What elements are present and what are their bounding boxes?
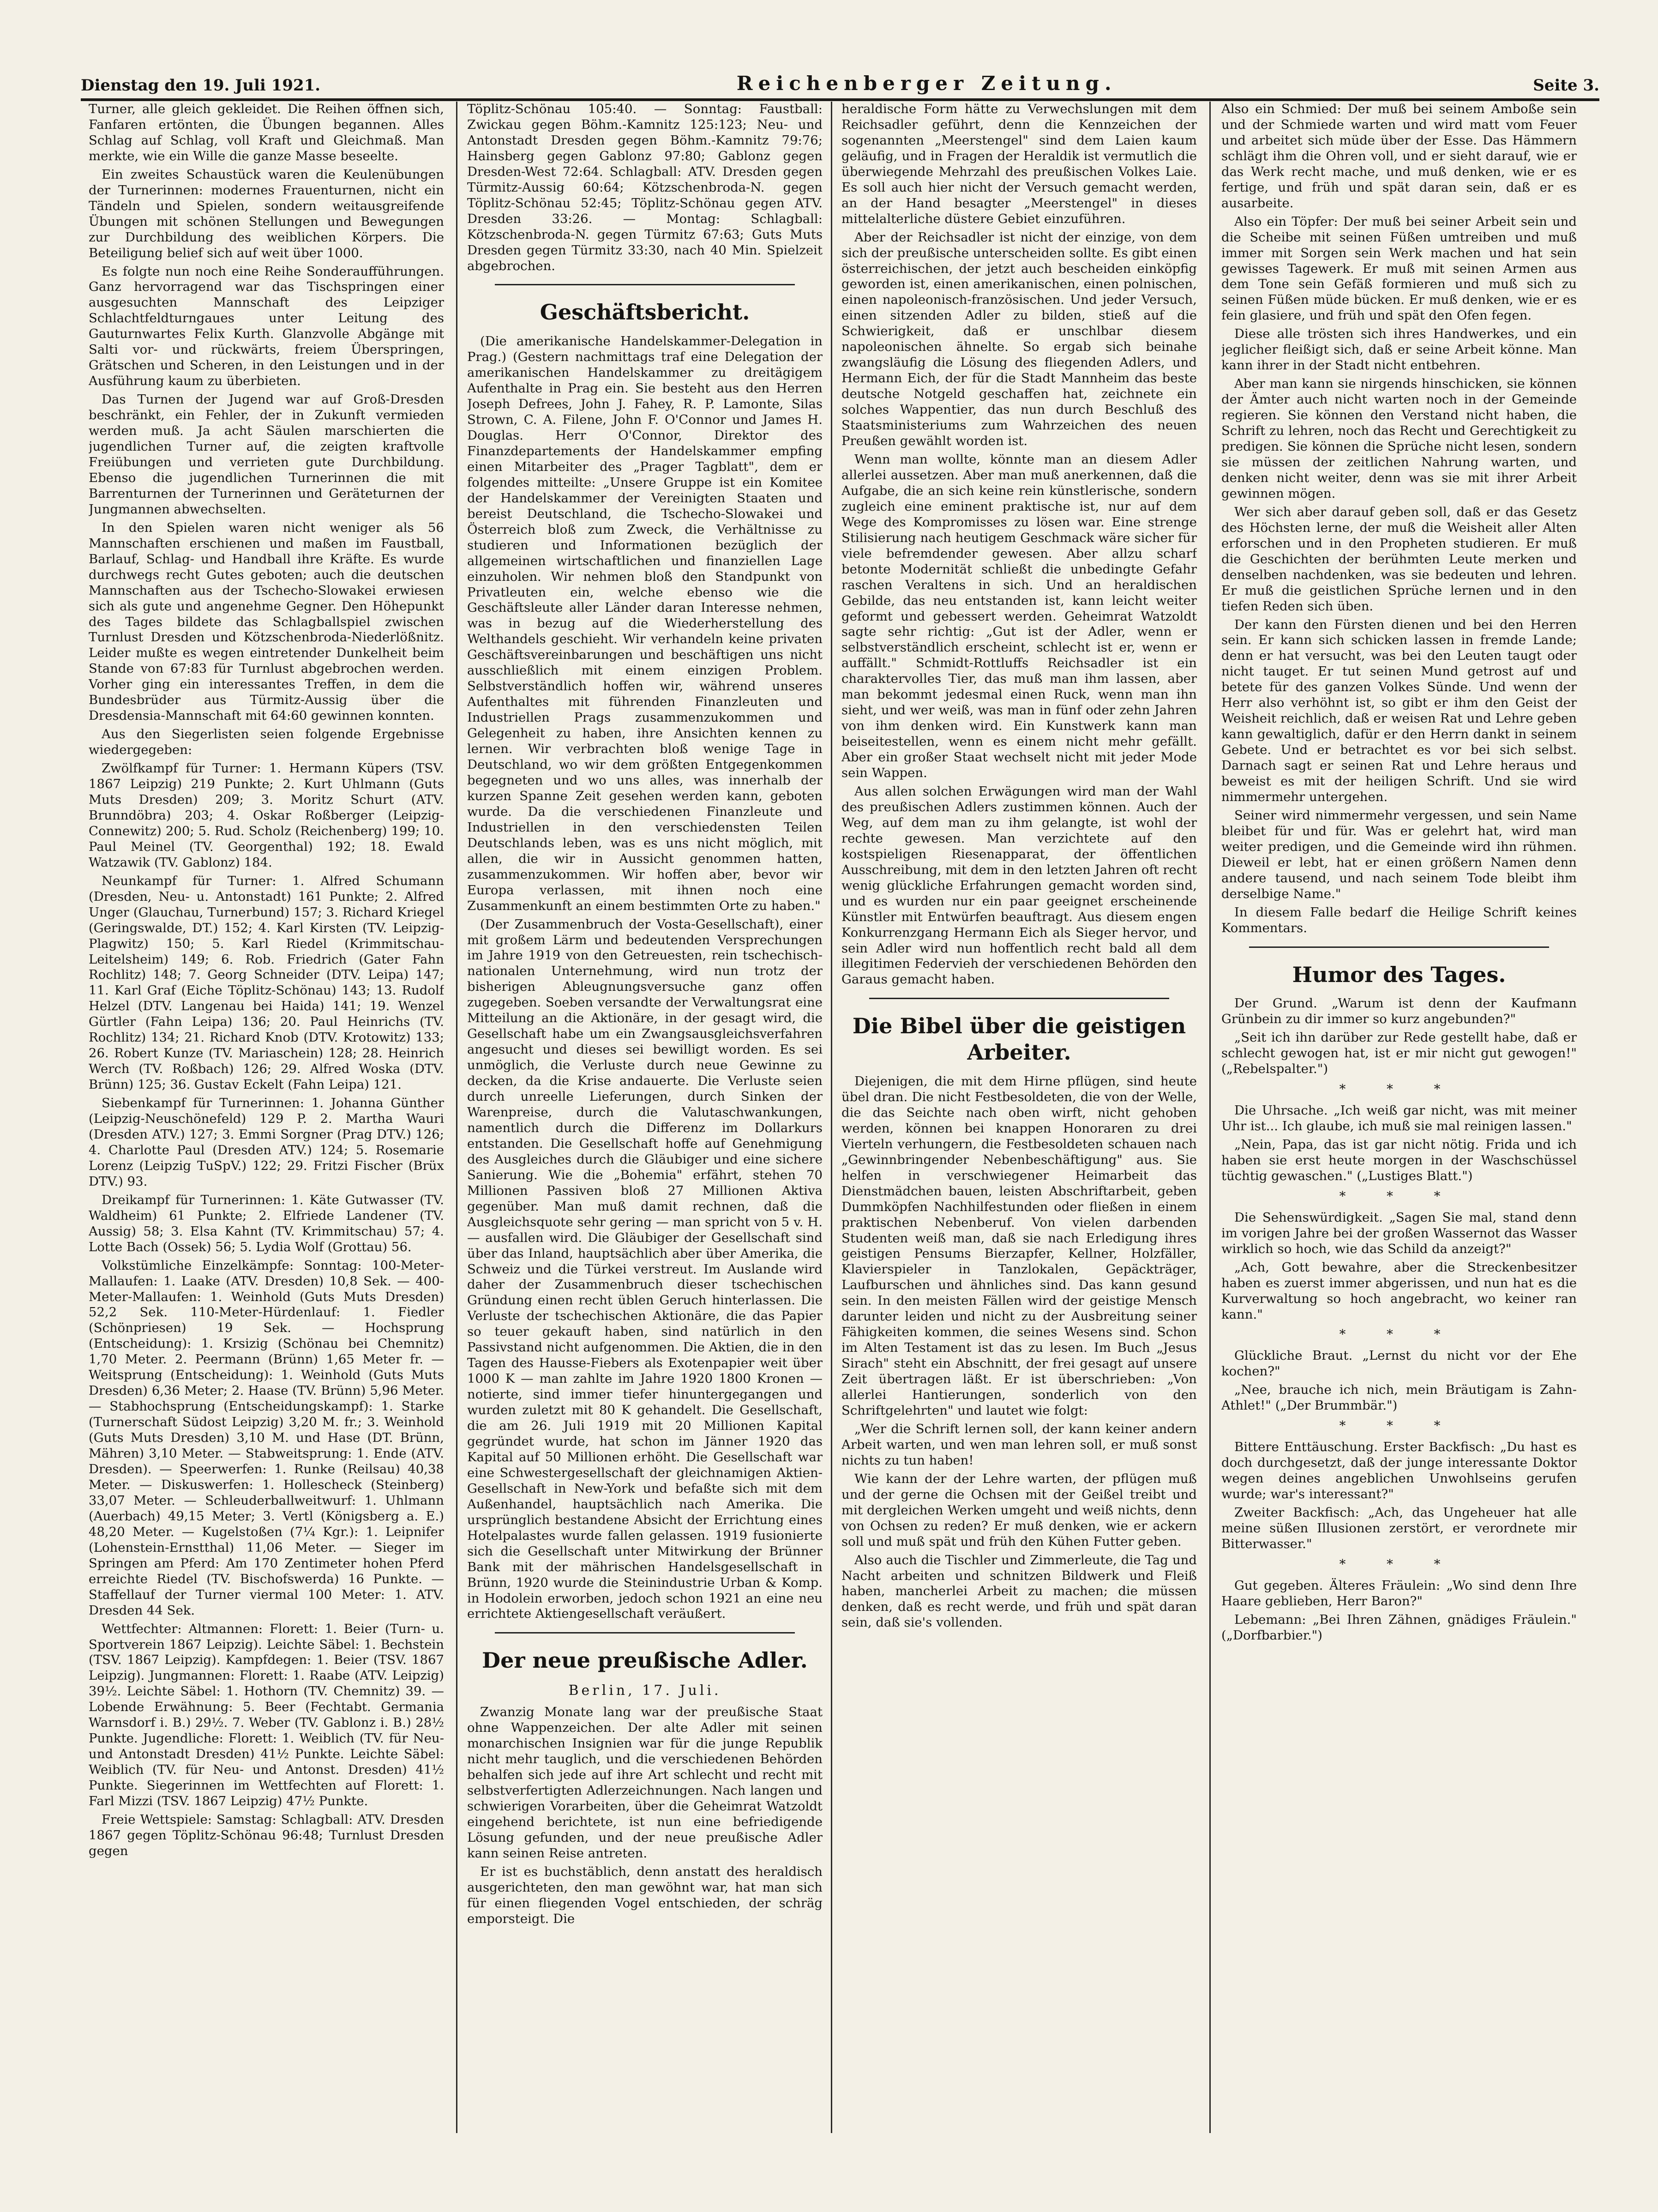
joke: Die Uhrsache. „Ich weiß gar nicht, was mit meiner Uhr ist... Ich glaube, ich muß sie mal reinigen lassen."	[1221, 1103, 1577, 1134]
separator-stars: * * *	[1339, 1418, 1459, 1434]
paragraph: Zwanzig Monate lang war der preußische Staat ohne Wappenzeichen. Der alte Adler mit seinen monarchischen Insignien war für die junge Republik nicht mehr tauglich, und die verschiedenen Behörden behalfen sich jede auf ihre Art schlecht und recht mit selbstverfertigten Adlerzeichnungen. Nach langen und schwierigen Vorarbeiten, über die Geheimrat Watzoldt eingehend berichtete, ist nun eine befriedigende Lösung gefunden, und der neue preußische Adler kann seinen Reise antreten.	[467, 1705, 823, 1861]
paragraph: Turner, alle gleich gekleidet. Die Reihen öffnen sich, Fanfaren ertönten, die Übungen begannen. Alles Schlag auf Schlag, voll Kraft und Gleichmaß. Man merkte, wie ein Wille die ganze Masse beseelte.	[89, 102, 444, 163]
paragraph: Töplitz-Schönau 105:40. — Sonntag: Faustball: Zwickau gegen Böhm.-Kamnitz 125:123; Neu- und Antonstadt Dresden gegen Böhm.-Kamnitz 79:76; Hainsberg gegen Gablonz 97:80; Gablonz gegen Dresden-West 72:64. Schlagball: ATV. Dresden gegen Türmitz-Aussig 60:64; Kötzschenbroda-N. gegen Töplitz-Schönau 52:45; Töplitz-Schönau gegen ATV. Dresden 33:26. — Montag: Schlagball: Kötzschenbroda-N. gegen Türmitz 67:63; Guts Muts Dresden gegen Türmitz 33:30, nach 40 Min. Spielzeit abgebrochen.	[467, 102, 823, 273]
section-rule	[1249, 946, 1549, 948]
joke: Glückliche Braut. „Lernst du nicht vor der Ehe kochen?"	[1221, 1348, 1577, 1379]
joke: Bittere Enttäuschung. Erster Backfisch: „Du hast es doch durchgesetzt, daß der junge interessante Doktor wegen deines angeblichen Unwohlseins gerufen wurde; war's interessant?"	[1221, 1440, 1577, 1502]
paragraph: Wer sich aber darauf geben soll, daß er das Gesetz des Höchsten lerne, der muß die Weisheit aller Alten erforschen und in den Propheten studieren. Er muß die Geschichten der berühmten Leute merken und denselben nachdenken, was sie bedeuten und lehren. Er muß die geistlichen Sprüche lernen und in den tiefen Reden sich üben.	[1221, 504, 1577, 614]
column-3	[841, 102, 1197, 2142]
section-rule	[495, 1632, 795, 1633]
paragraph: Wenn man wollte, könnte man an diesem Adler allerlei aussetzen. Aber man muß anerkennen, daß die Aufgabe, die an sich keine rein künstlerische, sondern zugleich eine eminent praktische ist, nur auf dem Wege des Kompromisses zu lösen war. Eine strenge Stilisierung nach heutigem Geschmack wäre sicher für viele befremdender gewesen. Aber allzu scharf betonte Modernität schließt die unbedingte Gefahr raschen Veraltens in sich. Und an heraldischen Gebilde, das neu entstanden ist, kann leicht weiter geformt und gebessert werden. Geheimrat Watzoldt sagte sehr richtig: „Gut ist der Adler, wenn er selbstverständlich erscheint, schlecht ist er, wenn er auffällt." Schmidt-Rottluffs Reichsadler ist ein charaktervolles Tier, das muß man ihm lassen, aber man bekommt jedesmal einen Ruck, wenn man ihn sieht, und wer weiß, was man in fünf oder zehn Jahren von ihm denken wird. Ein Kunstwerk kann man beiseitestellen, wenn es einem nicht mehr gefällt. Aber ein großer Staat wechselt nicht mit jeder Mode sein Wappen.	[841, 452, 1197, 781]
separator-stars: * * *	[1339, 1082, 1459, 1097]
paragraph: In den Spielen waren nicht weniger als 56 Mannschaften erschienen und maßen im Faustball, Barlauf, Schlag- und Handball ihre Kräfte. Es wurde durchwegs recht Gutes geboten; auch die deutschen Mannschaften aus der Tschecho-Slowakei erwiesen sich als gute und angenehme Gegner. Den Höhepunkt des Tages bildete das Schlagballspiel zwischen Turnlust Dresden und Kötzschenbroda-Niederlößnitz. Leider mußte es wegen eintretender Dunkelheit beim Stande von 67:83 für Turnlust abgebrochen werden. Vorher ging ein interessantes Treffen, in dem die Bundesbrüder aus Türmitz-Aussig über die Dresdensia-Mannschaft mit 64:60 gewinnen konnten.	[89, 520, 444, 723]
paragraph: Seiner wird nimmermehr vergessen, und sein Name bleibet für und für. Was er gelehrt hat, wird man weiter predigen, und die Gemeinde wird ihn rühmen. Dieweil er lebt, hat er einen größern Namen denn andere tausend, und nach seinem Tode bleibt ihm derselbige Name."	[1221, 808, 1577, 901]
paragraph: „Wer die Schrift lernen soll, der kann keiner andern Arbeit warten, und wen man lehren soll, er muß sonst nichts zu tun haben!	[841, 1421, 1197, 1468]
paragraph: In diesem Falle bedarf die Heilige Schrift keines Kommentars.	[1221, 904, 1577, 935]
paragraph: Also ein Schmied: Der muß bei seinem Amboße sein und der Schmiede warten und wird matt vom Feuer und arbeitet sich müde über der Esse. Das Hämmern schlägt ihm die Ohren voll, und er sieht darauf, wie er das Werk recht mache, und muß denken, wie er es fertige, und früh und spät daran sein, daß er es ausarbeite.	[1221, 102, 1577, 211]
joke: Die Sehenswürdigkeit. „Sagen Sie mal, stand denn im vorigen Jahre bei der großen Wassernot das Wasser wirklich so hoch, wie das Schild da anzeigt?"	[1221, 1210, 1577, 1256]
paragraph: (Die amerikanische Handelskammer-Delegation in Prag.) (Gestern nachmittags traf eine Delegation der amerikanischen Handelskammer zu dreitägigem Aufenthalte in Prag ein. Sie besteht aus den Herren Joseph Defrees, John J. Fahey, R. P. Lamonte, Silas Strown, C. A. Filene, John F. O'Connor und James H. Douglas. Herr O'Connor, Direktor des Finanzdepartements der Handelskammer empfing einen Mitarbeiter des „Prager Tagblatt", dem er folgendes mitteilte: „Unsere Gruppe ist ein Komitee der Handelskammer der Vereinigten Staaten und bereist Deutschland, die Tschecho-Slowakei und Österreich bloß zum Zweck, die Verhältnisse zu studieren und Informationen bezüglich der allgemeinen wirtschaftlichen und finanziellen Lage einzuholen. Wir nehmen bloß den Standpunkt von Privatleuten ein, welche ebenso wie die Geschäftsleute aller Länder daran Interesse nehmen, was in bezug auf die Wiederherstellung des Welthandels geschieht. Wir verhandeln keine privaten Geschäftsvereinbarungen und beschäftigen uns nicht ausschließlich mit einem einzigen Problem. Selbstverständlich hoffen wir, während unseres Aufenthaltes mit führenden Finanzleuten und Industriellen Prags zusammenzukommen und Gelegenheit zu haben, ihre Ansichten kennen zu lernen. Wir verbrachten bloß wenige Tage in Deutschland, wo wir dem größten Entgegenkommen begegneten und wo uns alles, was innerhalb der kurzen Spanne Zeit gesehen werden kann, geboten wurde. Da die verschiedenen Finanzleute und Industriellen in den verschiedensten Teilen Deutschlands leben, was es uns nicht möglich, mit allen, die wir in Aussicht genommen hatten, zusammenzukommen. Wir hoffen aber, bevor wir Europa verlassen, mit ihnen noch eine Zusammenkunft an einem bestimmten Orte zu haben."	[467, 334, 823, 913]
paragraph: Der kann den Fürsten dienen und bei den Herren sein. Er kann sich schicken lassen in fremde Lande; denn er hat versucht, was bei den Leuten taugt oder nicht tauget. Er tut seinen Mund getrost auf und betete für des ganzen Volkes Sünde. Und wenn der Herr also verhöhnt ist, so gibt er ihm den Geist der Weisheit reichlich, daß er weisen Rat und Lehre geben kann gewaltiglich, dafür er den Herrn dankt in seinem Gebete. Und er betrachtet es vor bei sich selbst. Darnach sagt er seinen Rat und Lehre heraus und beweist es mit der heiligen Schrift. Und sie wird nimmermehr untergehen.	[1221, 617, 1577, 804]
section-heading: Humor des Tages.	[1292, 962, 1506, 987]
paragraph: Das Turnen der Jugend war auf Groß-Dresden beschränkt, ein Fehler, der in Zukunft vermieden werden muß. Ja acht Säulen marschierten die jugendlichen Turner auf, die zeigten kraftvolle Freiübungen und verrieten gute Durchbildung. Ebenso die jugendlichen Turnerinnen die mit Barrenturnen der Turnerinnen und Geräteturnen der Jungmannen abwechselten.	[89, 392, 444, 517]
column-divider	[1209, 102, 1211, 2133]
results-paragraph: Volkstümliche Einzelkämpfe: Sonntag: 100-Meter-Mallaufen: 1. Laake (ATV. Dresden) 10,8 Sek. — 400-Meter-Mallaufen: 1. Weinhold (Guts Muts Dresden) 52,2 Sek. 110-Meter-Hürdenlauf: 1. Fiedler (Schönpriesen) 19 Sek. — Hochsprung (Entscheidung): 1. Krsizig (Schönau bei Chemnitz) 1,70 Meter. 2. Peermann (Brünn) 1,65 Meter fr. — Weitsprung (Entscheidung): 1. Weinhold (Guts Muts Dresden) 6,36 Meter; 2. Haase (TV. Brünn) 5,96 Meter. — Stabhochsprung (Entscheidungskampf): 1. Starke (Turnerschaft Südost Leipzig) 3,20 M. fr.; 3. Weinhold (Guts Muts Dresden) 3,10 M. und Hase (DT. Brünn, Mähren) 3,10 Meter. — Stabweitsprung: 1. Ende (ATV. Dresden). — Speerwerfen: 1. Runke (Reilsau) 40,38 Meter. — Diskuswerfen: 1. Hollescheck (Steinberg) 33,07 Meter. — Schleuderballweitwurf: 1. Uhlmann (Auerbach) 49,15 Meter; 3. Vertl (Königsberg a. E.) 48,20 Meter. — Kugelstoßen (7¼ Kgr.): 1. Leipnifer (Lohenstein-Ernstthal) 11,06 Meter. — Sieger im Springen am Pferd: Am 170 Zentimeter hohen Pferd erreichte Riedel (TV. Bischofswerda) 16 Punkte. — Staffellauf der Turner viermal 100 Meter: 1. ATV. Dresden 44 Sek.	[89, 1258, 444, 1618]
joke: Zweiter Backfisch: „Ach, das Ungeheuer hat alle meine süßen Illusionen zerstört, er verordnete mir Bitterwasser."	[1221, 1505, 1577, 1551]
paragraph: Wie kann der der Lehre warten, der pflügen muß und der gerne die Ochsen mit der Geißel treibt und mit dergleichen Werken umgeht und weiß nichts, denn von Ochsen zu reden? Er muß denken, wie er ackern soll und muß spät und früh den Kühen Futter geben.	[841, 1471, 1197, 1549]
paragraph: Aber man kann sie nirgends hinschicken, sie können der Ämter auch nicht warten noch in der Gemeinde regieren. Sie können den Verstand nicht haben, die Schrift zu lehren, noch das Recht und Gerechtigkeit zu predigen. Sie können die Sprüche nicht lesen, sondern sie müssen der zeitlichen Nahrung warten, und denken nicht weiter, denn was sie mit ihrer Arbeit gewinnen mögen.	[1221, 376, 1577, 501]
section-heading: Die Bibel über die geistigen Arbeiter.	[852, 1013, 1186, 1065]
results-paragraph: Zwölfkampf für Turner: 1. Hermann Küpers (TSV. 1867 Leipzig) 219 Punkte; 2. Kurt Uhlmann (Guts Muts Dresden) 209; 3. Moritz Schurt (ATV. Brunndöbra) 203; 4. Oskar Roßberger (Leipzig-Connewitz) 200; 5. Rud. Scholz (Reichenberg) 199; 10. Paul Meinel (TV. Georgenthal) 192; 18. Ewald Watzawik (TV. Gablonz) 184.	[89, 761, 444, 870]
paragraph: Ein zweites Schaustück waren die Keulenübungen der Turnerinnen: modernes Frauenturnen, nicht ein Tändeln und Spielen, sondern weitausgreifende Übungen mit schönen Stellungen und Bewegungen zur Durchbildung des weiblichen Körpers. Die Beteiligung belief sich auf weit über 1000.	[89, 167, 444, 260]
section-rule	[869, 998, 1169, 999]
column-divider	[456, 102, 457, 2133]
results-paragraph: Neunkampf für Turner: 1. Alfred Schumann (Dresden, Neu- u. Antonstadt) 161 Punkte; 2. Alfred Unger (Glauchau, Turnerbund) 157; 3. Richard Kriegel (Geringswalde, DT.) 152; 4. Karl Kirsten (TV. Leipzig-Plagwitz) 150; 5. Karl Riedel (Krimmitschau-Leitelsheim) 149; 6. Rob. Friedrich (Gater Fahn Rochlitz) 148; 7. Georg Schneider (DTV. Leipa) 147; 11. Karl Graf (Eiche Töplitz-Schönau) 143; 13. Rudolf Helzel (DTV. Langenau bei Haida) 141; 19. Wenzel Gürtler (Fahn Leipa) 136; 20. Paul Heinrichs (TV. Rochlitz) 134; 21. Richard Knob (DTV. Krotowitz) 133; 26. Robert Kunze (TV. Mariaschein) 128; 28. Heinrich Werch (TV. Roßbach) 126; 29. Alfred Woska (DTV. Brünn) 125; 36. Gustav Eckelt (Fahn Leipa) 121.	[89, 873, 444, 1092]
column-divider	[831, 102, 832, 2133]
column-4	[1221, 102, 1577, 2142]
paragraph: Er ist es buchstäblich, denn anstatt des heraldisch ausgerichteten, den man gewöhnt war, hat man sich für einen fliegenden Vogel entschieden, der schräg emporsteigt. Die	[467, 1864, 823, 1926]
results-paragraph: Dreikampf für Turnerinnen: 1. Käte Gutwasser (TV. Waldheim) 61 Punkte; 2. Elfriede Landener (TV. Aussig) 58; 3. Elsa Kahnt (TV. Krimmitschau) 57; 4. Lotte Bach (Ossek) 56; 5. Lydia Wolf (Grottau) 56.	[89, 1192, 444, 1254]
separator-stars: * * *	[1339, 1556, 1459, 1572]
joke: „Ach, Gott bewahre, aber die Streckenbesitzer haben es zuerst immer abgerissen, und nun hat es die Kurverwaltung so hoch angebracht, wo keiner ran kann."	[1221, 1260, 1577, 1322]
column-2	[467, 102, 823, 2142]
paragraph: Also ein Töpfer: Der muß bei seiner Arbeit sein und die Scheibe mit seinen Füßen umtreiben und muß immer mit Sorgen sein Werk machen und hat sein gewisses Tagewerk. Er muß mit seinen Armen aus dem Tone sein Gefäß formieren und muß sich zu seinen Füßen müde bücken. Er muß denken, wie er es fein glasiere, und früh und spät den Ofen fegen.	[1221, 214, 1577, 323]
section-rule	[495, 284, 795, 285]
masthead: Reichenberger Zeitung.	[736, 72, 1117, 95]
joke: Gut gegeben. Älteres Fräulein: „Wo sind denn Ihre Haare geblieben, Herr Baron?"	[1221, 1578, 1577, 1609]
results-paragraph: Siebenkampf für Turnerinnen: 1. Johanna Günther (Leipzig-Neuschönefeld) 129 P. 2. Martha Wauri (Dresden ATV.) 127; 3. Emmi Sorgner (Prag DTV.) 126; 4. Charlotte Paul (Dresden ATV.) 124; 5. Rosemarie Lorenz (Leipzig TuSpV.) 122; 29. Fritzi Fischer (Brüx DTV.) 93.	[89, 1096, 444, 1189]
results-paragraph: Wettfechter: Altmannen: Florett: 1. Beier (Turn- u. Sportverein 1867 Leipzig). Leichte Säbel: 1. Bechstein (TSV. 1867 Leipzig). Kampfdegen: 1. Beier (TSV. 1867 Leipzig). Jungmannen: Florett: 1. Raabe (ATV. Leipzig) 39½. Leichte Säbel: 1. Hothorn (TV. Chemnitz) 39. — Lobende Erwähnung: 5. Beer (Fechtabt. Germania Warnsdorf i. B.) 29½. 7. Weber (TV. Gablonz i. B.) 28½ Punkte. Jugendliche: Florett: 1. Weiblich (TV. für Neu- und Antonstadt Dresden) 41½ Punkte. Leichte Säbel: Weiblich (TV. für Neu- und Antonst. Dresden) 41½ Punkte. Siegerinnen im Wettfechten auf Florett: 1. Farl Mizzi (TSV. 1867 Leipzig) 47½ Punkte.	[89, 1621, 444, 1809]
joke: „Seit ich ihn darüber zur Rede gestellt habe, daß er schlecht gewogen hat, ist er mir nicht gut gewogen!" („Rebelspalter.")	[1221, 1030, 1577, 1077]
paragraph: (Der Zusammenbruch der Vosta-Gesellschaft), einer mit großem Lärm und bedeutenden Versprechungen im Jahre 1919 von den Getreuesten, rein tschechisch-nationalen Unternehmung, wird nun trotz der bisherigen Ableugnungsversuche ganz offen zugegeben. Soeben versandte der Verwaltungsrat eine Mitteilung an die Aktionäre, in der gesagt wird, die Gesellschaft habe um ein Zwangsausgleichsverfahren angesucht und dieses sei bewilligt worden. Es sei unmöglich, die Verluste durch neue Gewinne zu decken, da die Krise andauerte. Die Verluste seien durch unreelle Lieferungen, durch Sinken der Warenpreise, durch die Valutaschwankungen, namentlich durch die Differenz im Dollarkurs entstanden. Die Gesellschaft hoffe auf Genehmigung des Ausgleiches durch die Gläubiger und eine sichere Sanierung. Wie die „Bohemia" erfährt, stehen 70 Millionen Passiven bloß 27 Millionen Aktiva gegenüber. Man muß damit rechnen, daß die Ausgleichsquote sehr gering — man spricht von 5 v. H. — ausfallen wird. Die Gläubiger der Gesellschaft sind über das Inland, hauptsächlich aber über Amerika, die Schweiz und die Türkei verstreut. Im Auslande wird daher der Zusammenbruch dieser tschechischen Gründung einen recht üblen Geruch hinterlassen. Die Verluste der tschechischen Aktionäre, die das Papier so teuer gekauft haben, sind natürlich in den Passivstand nicht aufgenommen. Die Aktien, die in den Tagen des Hausse-Fiebers als Exotenpapier weit über 1000 K — man zahlte im Jahre 1920 1800 Kronen — notierte, sind immer tiefer hinuntergegangen und wurden zuletzt mit 80 K gehandelt. Die Gesellschaft, die am 26. Juli 1919 mit 20 Millionen Kapital gegründet wurde, hat schon im Jänner 1920 das Kapital auf 50 Millionen erhöht. Die Gesellschaft war eine Schwestergesellschaft der gleichnamigen Aktien-Gesellschaft in New-York und befaßte sich mit dem Außenhandel, hauptsächlich nach Amerika. Die ursprünglich bestandene Absicht der Errichtung eines Hotelpalastes wurde fallen gelassen. 1919 fusionierte sich die Gesellschaft unter Mitwirkung der Brünner Bank mit der mährischen Handelsgesellschaft in Brünn, 1920 wurde die Steinindustrie Urban & Komp. in Hodolein erworben, jedoch schon 1921 an eine neu errichtete Aktiengesellschaft veräußert.	[467, 916, 823, 1621]
separator-stars: * * *	[1339, 1327, 1459, 1342]
column-1	[89, 102, 444, 2142]
results-paragraph: Freie Wettspiele: Samstag: Schlagball: ATV. Dresden 1867 gegen Töplitz-Schönau 96:48; Turnlust Dresden gegen	[89, 1812, 444, 1858]
paragraph: heraldische Form hätte zu Verwechslungen mit dem Reichsadler geführt, denn die Kennzeichen der sogenannten „Meerstengel" sind dem Laien kaum geläufig, und in Fragen der Heraldik ist vermutlich die überwiegende Mehrzahl des preußischen Volkes Laie. Es soll auch hier nicht der Versuch gemacht werden, an der Hand besagter „Meerstengel" in dieses mittelalterliche düstere Gebiet einzuführen.	[841, 102, 1197, 226]
section-heading: Der neue preußische Adler.	[482, 1648, 808, 1673]
paragraph: Aber der Reichsadler ist nicht der einzige, von dem sich der preußische unterscheiden sollte. Es gibt einen österreichischen, der jetzt auch bescheiden einköpfig geworden ist, einen amerikanischen, einen polnischen, einen napoleonisch-französischen. Und jeder Versuch, einen sitzenden Adler zu bilden, stieß auf die Schwierigkeit, daß er unschlbar diesem napoleonischen ähnelte. So ergab sich beinahe zwangsläufig die Lösung des fliegenden Adlers, und Hermann Eich, der für die Stadt Mannheim das beste deutsche Notgeld geschaffen hat, zeichnete ein solches Wappentier, das nun durch Beschluß des Staatsministeriums zum Wahrzeichen des neuen Preußen gewählt worden ist.	[841, 229, 1197, 449]
joke: Der Grund. „Warum ist denn der Kaufmann Grünbein zu dir immer so kurz angebunden?"	[1221, 996, 1577, 1027]
paragraph: Aus den Siegerlisten seien folgende Ergebnisse wiedergegeben:	[89, 727, 444, 758]
joke: Lebemann: „Bei Ihren Zähnen, gnädiges Fräulein." („Dorfbarbier.")	[1221, 1612, 1577, 1643]
paragraph: Diese alle trösten sich ihres Handwerkes, und ein jeglicher fleißigt sich, daß er seine Arbeit könne. Man kann ihrer in der Stadt nicht entbehren.	[1221, 326, 1577, 373]
joke: „Nee, brauche ich nich, mein Bräutigam is Zahn-Athlet!" („Der Brummbär.")	[1221, 1382, 1577, 1413]
joke: „Nein, Papa, das ist gar nicht nötig. Frida und ich haben sie erst heute morgen in der Waschschüssel tüchtig gewaschen." („Lustiges Blatt.")	[1221, 1137, 1577, 1183]
page-number: Seite 3.	[1533, 76, 1599, 95]
paragraph: Also auch die Tischler und Zimmerleute, die Tag und Nacht arbeiten und schnitzen Bildwerk und Fleiß haben, mancherlei Arbeit zu machen; die müssen denken, daß es recht werde, und früh und spät daran sein, daß sie's vollenden.	[841, 1552, 1197, 1630]
paragraph: Es folgte nun noch eine Reihe Sonderaufführungen. Ganz hervorragend war das Tischspringen einer ausgesuchten Mannschaft des Leipziger Schlachtfeldturngaues unter Leitung des Gauturnwartes Felix Kurth. Glanzvolle Abgänge mit Salti vor- und rückwärts, freiem Überspringen, Grätschen und Scheren, in den Leistungen und in der Ausführung kaum zu überbieten.	[89, 264, 444, 389]
dateline: Berlin, 17. Juli.	[568, 1682, 721, 1699]
page-header	[81, 62, 1599, 101]
section-heading: Geschäftsbericht.	[540, 300, 750, 325]
paragraph: Diejenigen, die mit dem Hirne pflügen, sind heute übel dran. Die nicht Festbesoldeten, die von der Welle, die das Seichte nach oben wirft, nicht gehoben werden, können bei knappen Honoraren zu drei Vierteln verhungern, die Festbesoldeten schauen nach „Gewinnbringender Nebenbeschäftigung" aus. Sie helfen in verschwiegener Heimarbeit das Dienstmädchen bauen, leisten Abschriftarbeit, geben Dummköpfen Nachhilfestunden oder fließen in einem praktischen Nebenberuf. Von vielen darbenden Studenten weiß man, daß sie nach Erledigung ihres geistigen Pensums Bierzapfer, Kellner, Holzfäller, Klavierspieler in Tanzlokalen, Gepäckträger, Laufburschen und ähnliches sind. Das kann gesund sein. In den meisten Fällen wird der geistige Mensch darunter leiden und nicht zu der Ausbreitung seiner Fähigkeiten kommen, die seines Wesens sind. Schon im Alten Testament ist das zu lesen. Im Buch „Jesus Sirach" steht ein Abschnitt, der frei gesagt auf unsere Zeit übertragen läßt. Er ist überschrieben: „Von allerlei Hantierungen, sonderlich von den Schriftgelehrten" und lautet wie folgt:	[841, 1073, 1197, 1418]
separator-stars: * * *	[1339, 1188, 1459, 1204]
paragraph: Aus allen solchen Erwägungen wird man der Wahl des preußischen Adlers zustimmen können. Auch der Weg, auf dem man zu ihm gelangte, ist wohl der rechte gewesen. Man verzichtete auf den kostspieligen Riesenapparat, der öffentlichen Ausschreibung, mit dem in den letzten Jahren oft recht wenig glückliche Erfahrungen gemacht worden sind, und es wurden nur ein paar geeignet erscheinende Künstler mit Entwürfen beauftragt. Aus diesem engen Konkurrenzgang Hermann Eich als Sieger hervor, und sein Adler wird nun hoffentlich recht bald all dem illegitimen Federvieh der verschiedenen Behörden den Garaus gemacht haben.	[841, 784, 1197, 987]
issue-date: Dienstag den 19. Juli 1921.	[81, 76, 321, 95]
